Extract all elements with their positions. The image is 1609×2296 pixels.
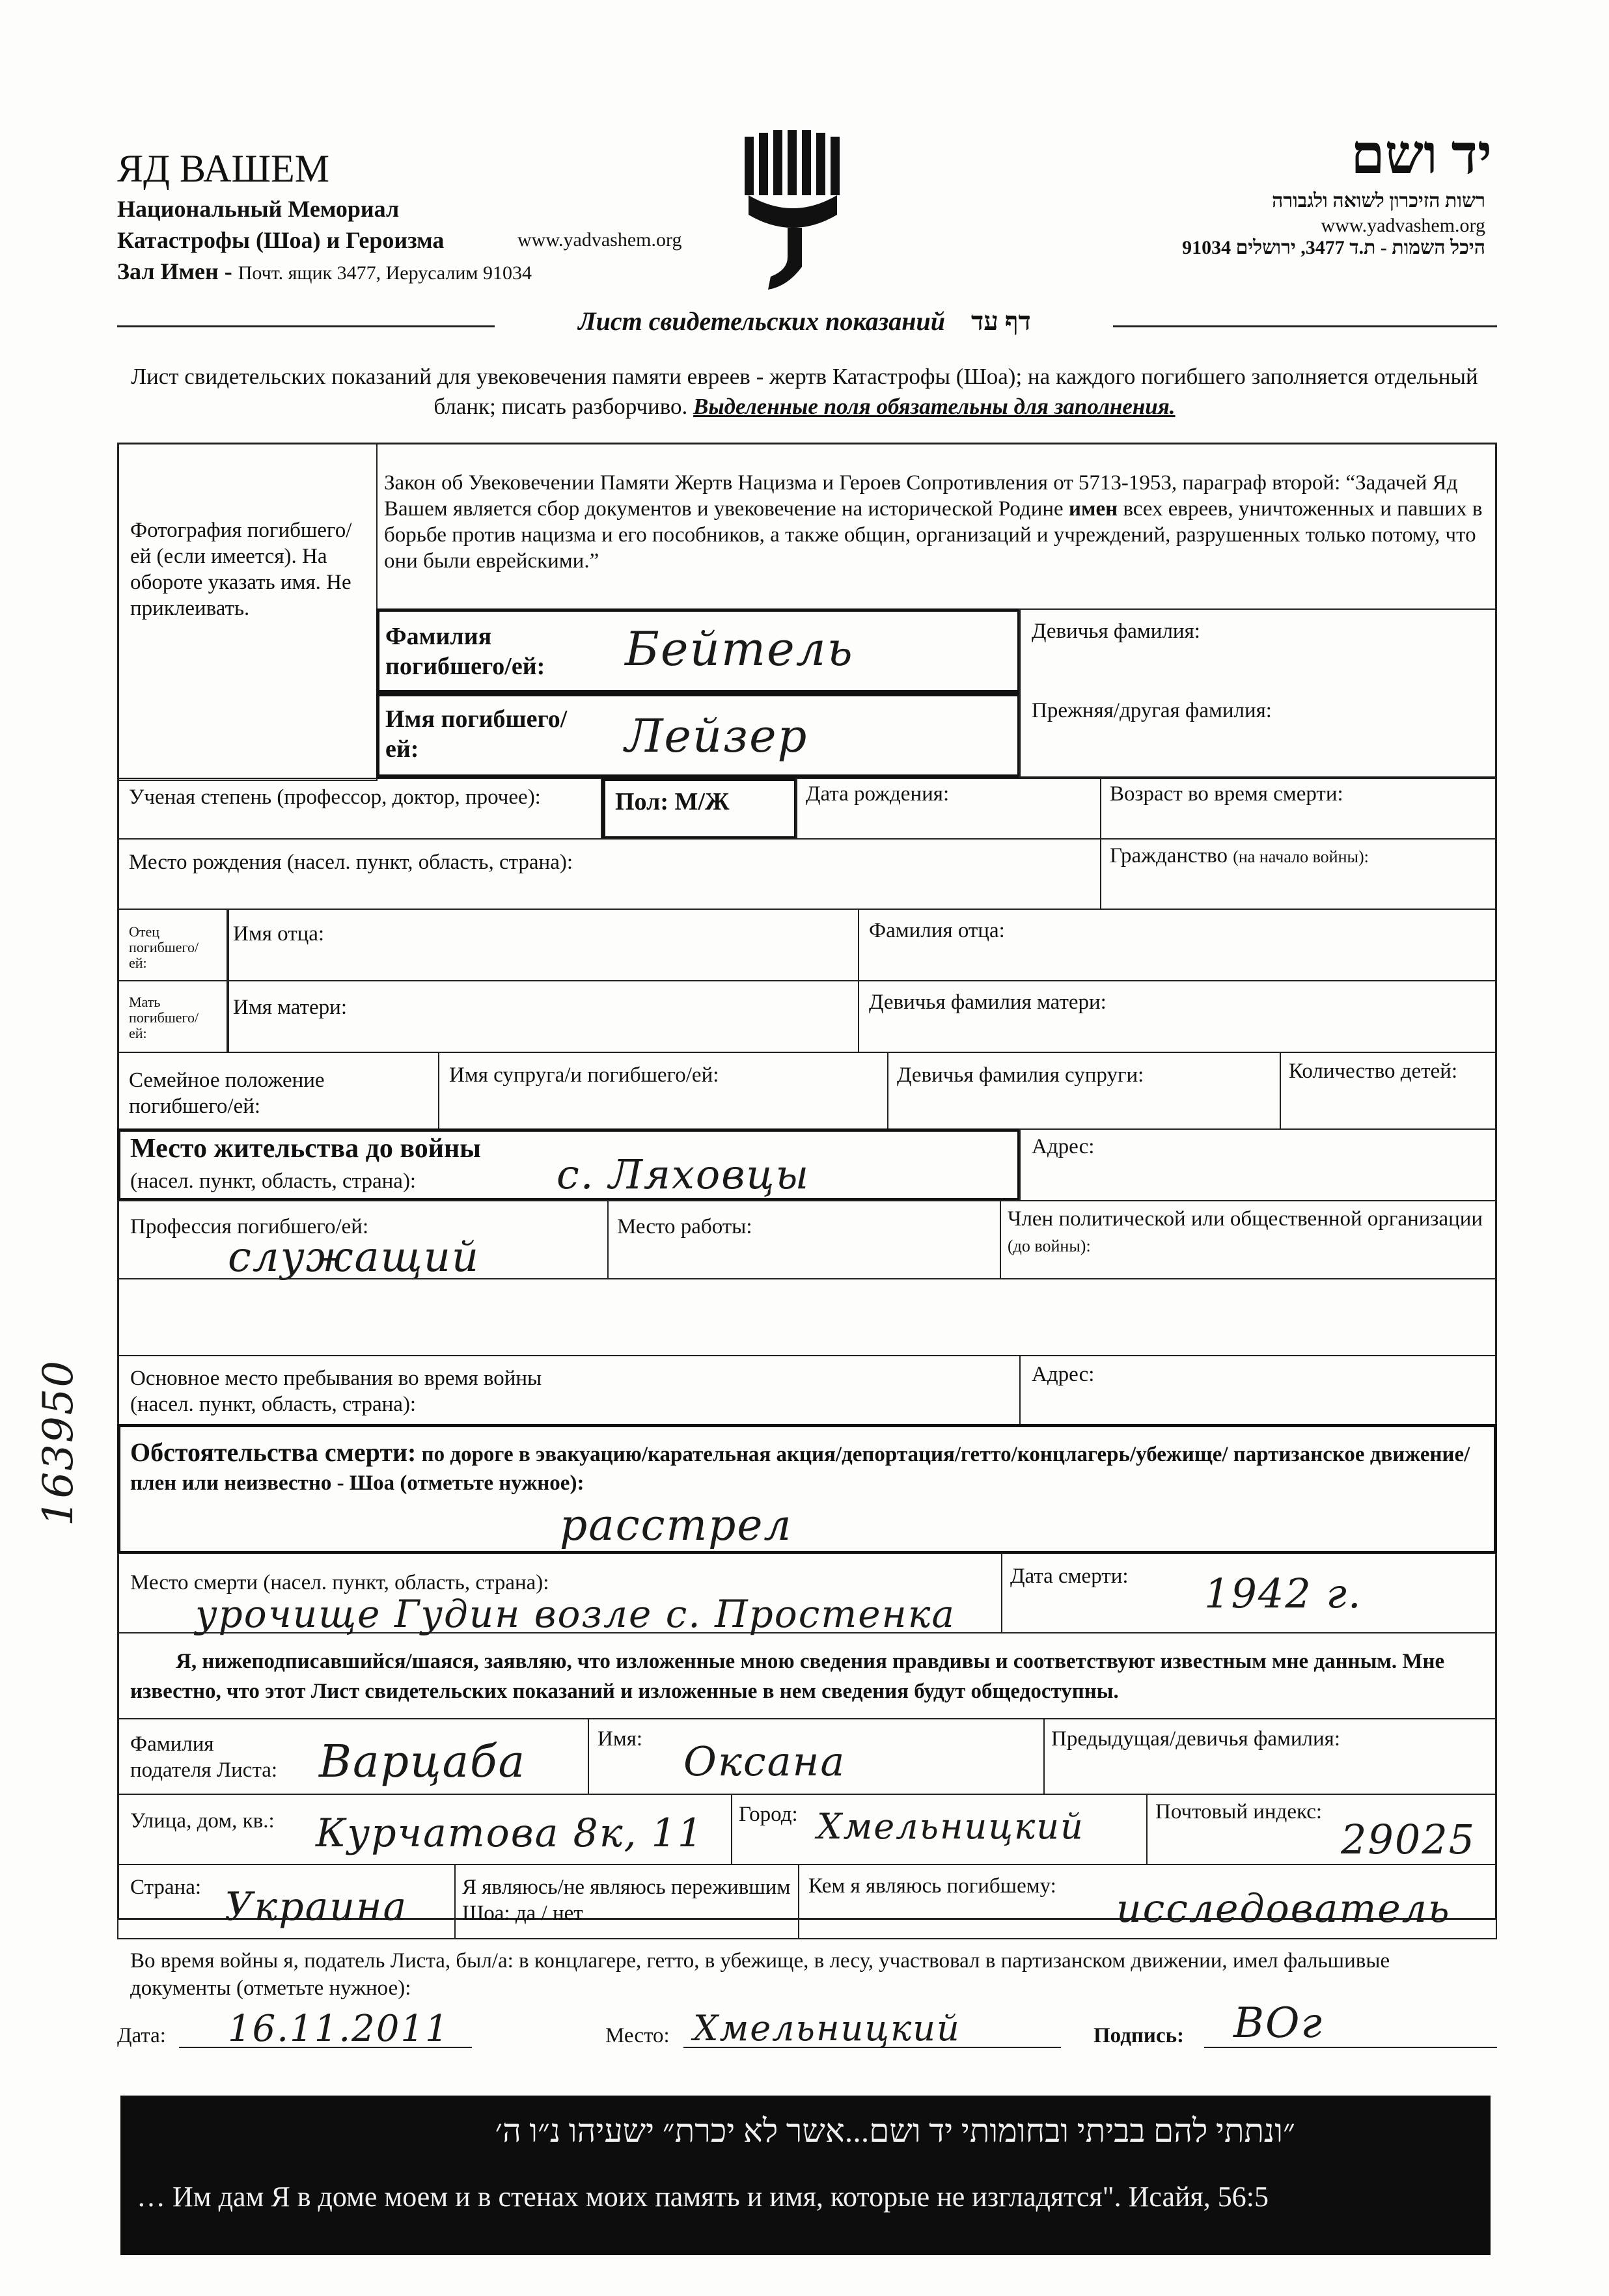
submitter-prev-label: Предыдущая/девичья фамилия:: [1051, 1727, 1341, 1751]
photo-label: Фотография погибшего/ей (если имеется). На обороте указать имя. Не приклеивать.: [130, 519, 352, 620]
relation-label: Кем я являюсь погибшему:: [808, 1874, 1056, 1898]
maiden-prev-box[interactable]: [1019, 608, 1497, 778]
city-value: Хмельницкий: [817, 1806, 1084, 1847]
instructions: [130, 362, 1479, 422]
submitter-surname-label: Фамилия подателя Листа:: [130, 1732, 278, 1782]
org-line2-he: היכל השמות - ת.ד 3477, ירושלים 91034: [1182, 237, 1485, 258]
org-website-he: www.yadvashem.org: [1321, 215, 1485, 236]
submitter-name-value: Оксана: [683, 1738, 846, 1785]
war-activity-label: Во время войны я, податель Листа, был/а: в концлагере, гетто, в убежище, в лесу, участвовал в партизанском движении, имел фальшивые документы (отметьте нужное):: [130, 1949, 1390, 2000]
archive-number: 163950: [34, 1359, 83, 1527]
death-place-label: Место смерти (насел. пункт, область, страна):: [130, 1571, 549, 1594]
circumstances-value: расстрел: [560, 1500, 793, 1550]
degree-label: Ученая степень (профессор, доктор, прочее):: [129, 786, 541, 809]
instructions-emphasis: Выделенные поля обязательны для заполнения.: [693, 394, 1176, 419]
law-text-bold: имен: [1068, 497, 1118, 521]
residence-value: с. Ляховцы: [557, 1151, 810, 1198]
yad-vashem-menorah-icon: [742, 130, 846, 293]
spouse-name-label: Имя супруга/и погибшего/ей:: [449, 1063, 719, 1087]
father-surname-label: Фамилия отца:: [869, 919, 1005, 942]
previous-name-label: Прежняя/другая фамилия:: [1032, 699, 1272, 722]
org-title-ru: ЯД ВАШЕМ: [117, 147, 330, 190]
sex-label: Пол: М/Ж: [615, 788, 730, 815]
marital-label: Семейное положение погибшего/ей:: [129, 1069, 325, 1118]
maiden-name-label: Девичья фамилия:: [1032, 620, 1200, 643]
submitter-name-label: Имя:: [598, 1727, 643, 1751]
residence-sub-label: (насел. пункт, область, страна):: [130, 1169, 417, 1193]
place-value[interactable]: Хмельницкий: [693, 2008, 961, 2049]
surname-label: Фамилия погибшего/ей:: [385, 623, 545, 680]
banner-russian: … Им дам Я в доме моем и в стенах моих память и имя, которые не изгладятся". Исайя, 56:5: [137, 2181, 1269, 2213]
citizenship-note: (на начало войны):: [1233, 847, 1369, 866]
signature-value[interactable]: ВОг: [1233, 1999, 1323, 2047]
profession-label: Профессия погибшего/ей:: [130, 1215, 369, 1238]
instructions-text: Лист свидетельских показаний для увековечения памяти евреев - жертв Катастрофы (Шоа); на каждого погибшего заполняется отдельный бланк; писать разборчиво.: [131, 364, 1478, 419]
death-place-value: урочище Гудин возле с. Простенка: [195, 1592, 956, 1636]
death-date-value: 1942 г.: [1204, 1570, 1362, 1617]
father-side-label: Отец погибшего/ ей:: [129, 923, 199, 971]
citizenship-text: Гражданство: [1110, 844, 1228, 868]
form-title-he: דף עד: [970, 307, 1031, 336]
street-value: Курчатова 8к, 11: [316, 1811, 704, 1856]
mother-name-label: Имя матери:: [233, 996, 347, 1019]
declaration: Я, нижеподписавшийся/шаяся, заявляю, что изложенные мною сведения правдивы и соответствуют известным мне данным. Мне известно, что этот Лист свидетельских показаний и изложенные в нем сведения будут общедоступны.: [130, 1650, 1445, 1703]
law-text: [384, 470, 1484, 574]
wartime-location-label: Основное место пребывания во время войны (насел. пункт, область, страна):: [130, 1367, 542, 1416]
death-date-label: Дата смерти:: [1010, 1565, 1129, 1588]
street-label: Улица, дом, кв.:: [130, 1809, 275, 1833]
extra-blank-row[interactable]: [117, 1278, 1497, 1356]
wartime-address-label: Адрес:: [1032, 1363, 1095, 1386]
zip-label: Почтовый индекс:: [1155, 1800, 1323, 1824]
form-title-ru: Лист свидетельских показаний: [578, 307, 945, 336]
place-label: Место:: [605, 2024, 670, 2047]
country-value: Украина: [225, 1884, 408, 1930]
circumstances-title: Обстоятельства смерти:: [130, 1438, 417, 1467]
mother-side-label: Мать погибшего/ ей:: [129, 994, 199, 1041]
survivor-label: Я являюсь/не являюсь пережившим Шоа: да / нет: [462, 1876, 791, 1925]
age-label: Возраст во время смерти:: [1110, 782, 1343, 806]
submitter-surname-value: Варцаба: [319, 1736, 527, 1788]
relation-value: исследователь: [1116, 1886, 1451, 1932]
banner-hebrew: ״ונתתי להם בביתי ובחומותי יד ושם...אשר לא יכרת״ ישעיהו נ״ו ה׳: [495, 2112, 1295, 2149]
profession-value: служащий: [228, 1233, 480, 1281]
po-box: Почт. ящик 3477, Иерусалим 91034: [238, 262, 532, 284]
quote-banner: [120, 2096, 1491, 2255]
org-line2: Катастрофы (Шоа) и Героизма: [117, 227, 445, 253]
form-title: [0, 306, 1609, 336]
city-label: Город:: [739, 1803, 798, 1826]
signature-label: Подпись:: [1093, 2024, 1185, 2047]
org-line1-he: רשות הזיכרון לשואה ולגבורה: [1272, 190, 1485, 212]
residence-address-label: Адрес:: [1032, 1135, 1095, 1158]
father-name-label: Имя отца:: [233, 922, 325, 946]
zip-value: 29025: [1341, 1816, 1476, 1863]
residence-label: Место жительства до войны: [130, 1134, 481, 1164]
law-text-2: всех евреев, уничтоженных и павших в борьбе против нацизма и его пособников, а также общин, организаций и учреждений, разрушенных только потому, что они были еврейскими.”: [384, 497, 1483, 573]
circumstances-options: по дороге в эвакуацию/карательная акция/депортация/гетто/концлагерь/убежище/ партизанское движение/плен или неизвестно - Шоа (отметьте нужное):: [130, 1443, 1470, 1495]
org-title-he: יד ושם: [1351, 125, 1492, 185]
date-value[interactable]: 16.11.2011: [228, 2008, 450, 2050]
first-name-value: Лейзер: [625, 709, 808, 763]
children-label: Количество детей:: [1289, 1059, 1458, 1083]
member-note: (до войны):: [1008, 1237, 1091, 1255]
surname-value: Бейтель: [625, 622, 854, 676]
org-line1: Национальный Мемориал: [117, 196, 400, 222]
workplace-label: Место работы:: [617, 1215, 752, 1238]
circumstances-label: [130, 1438, 1484, 1497]
org-line3: [117, 258, 532, 285]
org-website: www.yadvashem.org: [517, 229, 682, 251]
spouse-maiden-label: Девичья фамилия супруги:: [897, 1063, 1144, 1087]
birthplace-label: Место рождения (насел. пункт, область, страна):: [129, 851, 573, 874]
first-name-label: Имя погибшего/ей:: [385, 705, 568, 763]
law-text-1: Закон об Увековечении Памяти Жертв Нацизма и Героев Сопротивления от 5713-1953, параграф второй: “Задачей Яд Вашем является сбор документов и увековечение на исторической Родине: [384, 471, 1458, 521]
member-text: Член политической или общественной организации: [1008, 1207, 1483, 1231]
birthdate-label: Дата рождения:: [806, 782, 950, 806]
date-label: Дата:: [117, 2024, 166, 2047]
mother-maiden-label: Девичья фамилия матери:: [869, 991, 1107, 1014]
workplace-field[interactable]: [607, 1200, 1001, 1279]
citizenship-label: [1110, 843, 1369, 870]
member-label: [1008, 1206, 1489, 1259]
hall-of-names: Зал Имен -: [117, 258, 232, 284]
country-label: Страна:: [130, 1876, 202, 1899]
